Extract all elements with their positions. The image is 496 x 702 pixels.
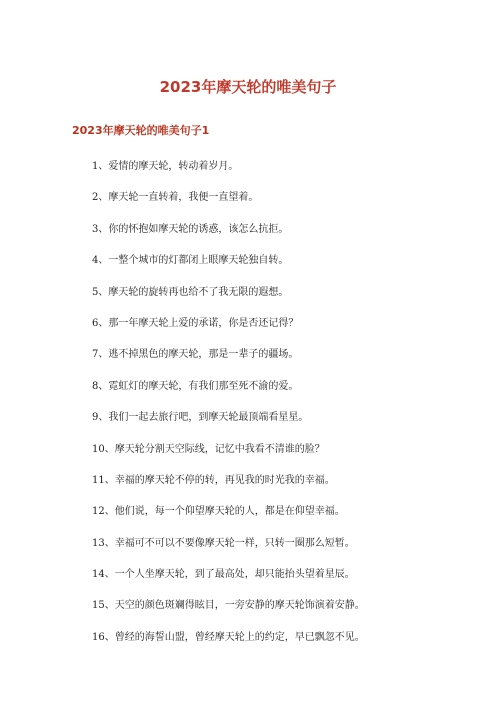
- sentence-item: 11、幸福的摩天轮不停的转，再见我的时光我的幸福。: [92, 474, 335, 486]
- sentence-item: 1、爱情的摩天轮，转动着岁月。: [92, 161, 239, 172]
- section-heading: 2023年摩天轮的唯美句子1: [72, 124, 210, 137]
- document-title: 2023年摩天轮的唯美句子: [159, 78, 337, 96]
- sentence-item: 12、他们说，每一个仰望摩天轮的人，都是在仰望幸福。: [92, 506, 345, 518]
- sentence-list: [92, 160, 482, 662]
- sentence-item: 15、天空的颜色斑斓得眩目，一旁安静的摩天轮饰演着安静。: [92, 600, 365, 612]
- sentence-item: 13、幸福可不可以不要像摩天轮一样，只转一圈那么短暂。: [92, 537, 355, 549]
- sentence-item: 9、我们一起去旅行吧，到摩天轮最顶端看星星。: [92, 412, 309, 424]
- sentence-item: 16、曾经的海誓山盟，曾经摩天轮上的约定，早已飘忽不见。: [92, 631, 365, 643]
- sentence-item: 6、那一年摩天轮上爱的承诺，你是否还记得？: [92, 317, 299, 329]
- sentence-item: 4、一整个城市的灯都闭上眼摩天轮独自转。: [92, 255, 289, 267]
- sentence-item: 5、摩天轮的旋转再也给不了我无限的遐想。: [92, 286, 289, 298]
- sentence-item: 2、摩天轮一直转着，我便一直望着。: [92, 192, 259, 204]
- sentence-item: 10、摩天轮分割天空际线，记忆中我看不清谁的脸？: [92, 443, 325, 455]
- sentence-item: 14、一个人坐摩天轮，到了最高处，却只能抬头望着星辰。: [92, 569, 355, 581]
- sentence-item: 3、你的怀抱如摩天轮的诱惑，该怎么抗拒。: [92, 223, 289, 235]
- sentence-item: 8、霓虹灯的摩天轮，有我们那至死不渝的爱。: [92, 380, 299, 392]
- sentence-item: 7、逃不掉黑色的摩天轮，那是一辈子的疆场。: [92, 349, 299, 361]
